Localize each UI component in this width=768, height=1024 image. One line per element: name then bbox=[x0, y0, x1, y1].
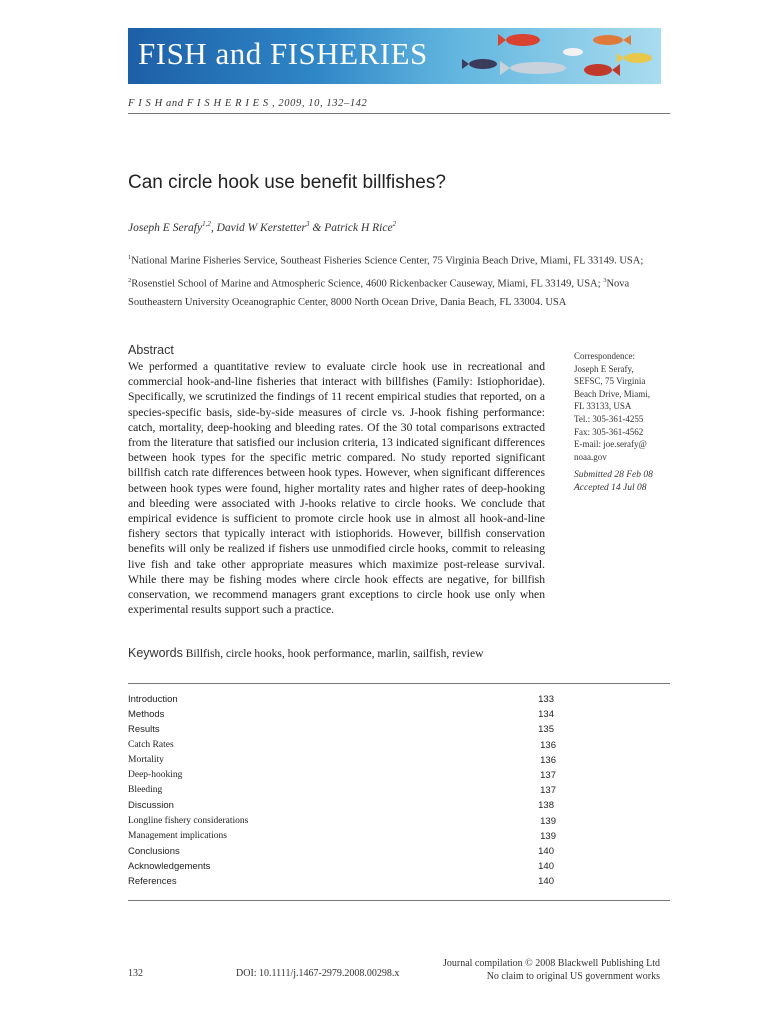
toc-entry-title: Longline fishery considerations bbox=[128, 815, 249, 826]
correspondence-line: noaa.gov bbox=[574, 451, 607, 462]
toc-entry[interactable] bbox=[128, 861, 554, 876]
toc-entry-title: Bleeding bbox=[128, 785, 163, 796]
affiliation-text: Rosenstiel School of Marine and Atmospheric Science, 4600 Rickenbacker Causeway, Miami, FL 33149, USA; bbox=[131, 278, 604, 289]
toc-entry[interactable] bbox=[128, 694, 554, 709]
toc-entry[interactable] bbox=[128, 846, 554, 861]
submission-dates bbox=[574, 469, 666, 495]
toc-entry-title: Methods bbox=[128, 709, 165, 721]
toc-bottom-divider bbox=[128, 900, 670, 901]
accepted-date: Accepted 14 Jul 08 bbox=[574, 483, 647, 494]
toc-entry-page: 133 bbox=[538, 694, 554, 705]
author-separator: , bbox=[210, 221, 217, 234]
toc-entry[interactable] bbox=[128, 740, 554, 755]
toc-entry-page: 134 bbox=[538, 709, 554, 721]
correspondence-line: SEFSC, 75 Virginia bbox=[574, 376, 646, 387]
toc-entry[interactable] bbox=[128, 831, 554, 846]
author-name: Patrick H Rice bbox=[324, 221, 393, 234]
correspondence-line: Correspondence: bbox=[574, 351, 635, 361]
author-affiliation-mark: 2 bbox=[392, 220, 397, 228]
author-separator: & bbox=[309, 221, 325, 234]
table-of-contents bbox=[128, 694, 554, 891]
fish-icon bbox=[563, 48, 583, 56]
journal-banner-title: FISH and FISHERIES bbox=[138, 36, 428, 71]
keywords-label: Keywords bbox=[128, 646, 183, 660]
toc-entry[interactable] bbox=[128, 724, 554, 739]
toc-entry-page: 137 bbox=[540, 769, 556, 781]
fish-icon bbox=[617, 53, 652, 63]
fish-icon bbox=[462, 59, 497, 69]
author-affiliation-mark: 3 bbox=[306, 220, 310, 228]
toc-entry[interactable] bbox=[128, 755, 554, 770]
affiliation-mark: 1 bbox=[128, 254, 132, 261]
journal-citation-line: F I S H and F I S H E R I E S , 2009, 10, 132–142 bbox=[128, 98, 368, 109]
toc-entry-page: 140 bbox=[538, 845, 554, 857]
copyright-line: Journal compilation © 2008 Blackwell Publishing Ltd bbox=[442, 958, 660, 969]
affiliation-text: Nova Southeastern University Oceanographic Center, 8000 North Ocean Drive, Dania Beach, FL 33004. USA bbox=[128, 278, 630, 308]
abstract-heading: Abstract bbox=[128, 343, 174, 357]
correspondence-box bbox=[574, 350, 666, 495]
copyright-notice bbox=[443, 957, 660, 983]
toc-entry-title: Management implications bbox=[128, 830, 227, 841]
toc-entry[interactable] bbox=[128, 800, 554, 815]
toc-entry-page: 136 bbox=[540, 754, 556, 766]
correspondence-line: FL 33133, USA bbox=[574, 401, 632, 412]
toc-entry-title: Introduction bbox=[128, 694, 178, 705]
keywords-text: Billfish, circle hooks, hook performance, marlin, sailfish, review bbox=[185, 648, 484, 660]
toc-entry[interactable] bbox=[128, 770, 554, 785]
toc-entry[interactable] bbox=[128, 816, 554, 831]
toc-entry-page: 140 bbox=[538, 861, 554, 873]
toc-entry-page: 136 bbox=[540, 739, 556, 751]
correspondence-line: Joseph E Serafy, bbox=[574, 363, 634, 374]
page-number: 132 bbox=[128, 968, 143, 979]
author-name: David W Kerstetter bbox=[216, 221, 307, 234]
fish-icon bbox=[498, 34, 540, 46]
affiliation-text: National Marine Fisheries Service, Southeast Fisheries Science Center, 75 Virginia Beach Drive, Miami, FL 33149. USA; bbox=[131, 255, 644, 267]
toc-entry-page: 137 bbox=[540, 785, 556, 797]
toc-top-divider bbox=[128, 683, 670, 684]
correspondence-line: E-mail: joe.serafy@ bbox=[574, 439, 647, 450]
correspondence-line: Tel.: 305-361-4255 bbox=[574, 413, 644, 424]
abstract-text: We performed a quantitative review to evaluate circle hook use in recreational and commercial hook-and-line fisheries that interact with billfishes (Family: Istiophoridae). Specifically, we scrutinized the findings of 11 recent empirical studies that reported, on a species-specific basis, side-by-side measures of circle vs. J-hook fishing performance: catch, mortality, deep-hooking and bleeding rates. Of the 30 total comparisons extracted from the literature that satisfied our inclusion criteria, 13 indicated significant differences between hook types for the specific metric compared. No study reported significant billfish catch rate differences between hook types. However, when significant differences between hook types were found, higher mortality rates and higher rates of deep-hooking and bleeding were associated with J-hooks relative to circle hooks. We conclude that empirical evidence is sufficient to promote circle hook use in almost all hook-and-line fishery sectors that typically interact with istiophorids. However, billfish conservation benefits will only be realized if fishers use unmodified circle hooks, commit to releasing live fish and take other appropriate measures which maximize post-release survival. While there may be fishing modes where circle hook effects are negative, for billfish conservation, we recommend managers grant exceptions to circle hook use only when experimental results support such a practice. bbox=[128, 360, 545, 617]
toc-entry-page: 135 bbox=[538, 724, 554, 736]
toc-entry-title: Catch Rates bbox=[128, 739, 174, 750]
correspondence-line: Beach Drive, Miami, bbox=[574, 388, 650, 399]
submitted-date: Submitted 28 Feb 08 bbox=[574, 470, 653, 481]
toc-entry-page: 138 bbox=[538, 800, 554, 812]
journal-banner bbox=[128, 28, 661, 84]
author-list bbox=[128, 220, 396, 234]
toc-entry[interactable] bbox=[128, 785, 554, 800]
toc-entry-title: Discussion bbox=[128, 800, 174, 812]
toc-entry-title: References bbox=[128, 876, 177, 888]
author-affiliation-mark: 1,2 bbox=[202, 220, 211, 228]
fish-icon bbox=[500, 61, 566, 75]
toc-entry-page: 139 bbox=[540, 830, 556, 842]
copyright-line: No claim to original US government works bbox=[486, 971, 660, 982]
toc-entry[interactable] bbox=[128, 709, 554, 724]
fish-icon bbox=[593, 35, 631, 45]
affiliation-mark: 3 bbox=[603, 276, 607, 284]
keywords bbox=[128, 646, 483, 660]
toc-entry-title: Conclusions bbox=[128, 845, 180, 857]
toc-entry[interactable] bbox=[128, 876, 554, 891]
affiliation-mark: 2 bbox=[128, 276, 132, 284]
affiliations bbox=[128, 248, 668, 312]
header-divider bbox=[128, 113, 670, 114]
article-title: Can circle hook use benefit billfishes? bbox=[128, 172, 446, 193]
toc-entry-page: 139 bbox=[540, 815, 556, 827]
toc-entry-title: Acknowledgements bbox=[128, 861, 211, 873]
toc-entry-title: Mortality bbox=[128, 754, 164, 765]
fish-icon bbox=[584, 64, 620, 76]
toc-entry-title: Results bbox=[128, 724, 160, 736]
toc-entry-page: 140 bbox=[538, 876, 554, 888]
doi: DOI: 10.1111/j.1467-2979.2008.00298.x bbox=[236, 968, 400, 979]
correspondence-line: Fax: 305-361-4562 bbox=[574, 426, 644, 437]
author-name: Joseph E Serafy bbox=[128, 221, 203, 234]
toc-entry-title: Deep-hooking bbox=[128, 769, 183, 780]
